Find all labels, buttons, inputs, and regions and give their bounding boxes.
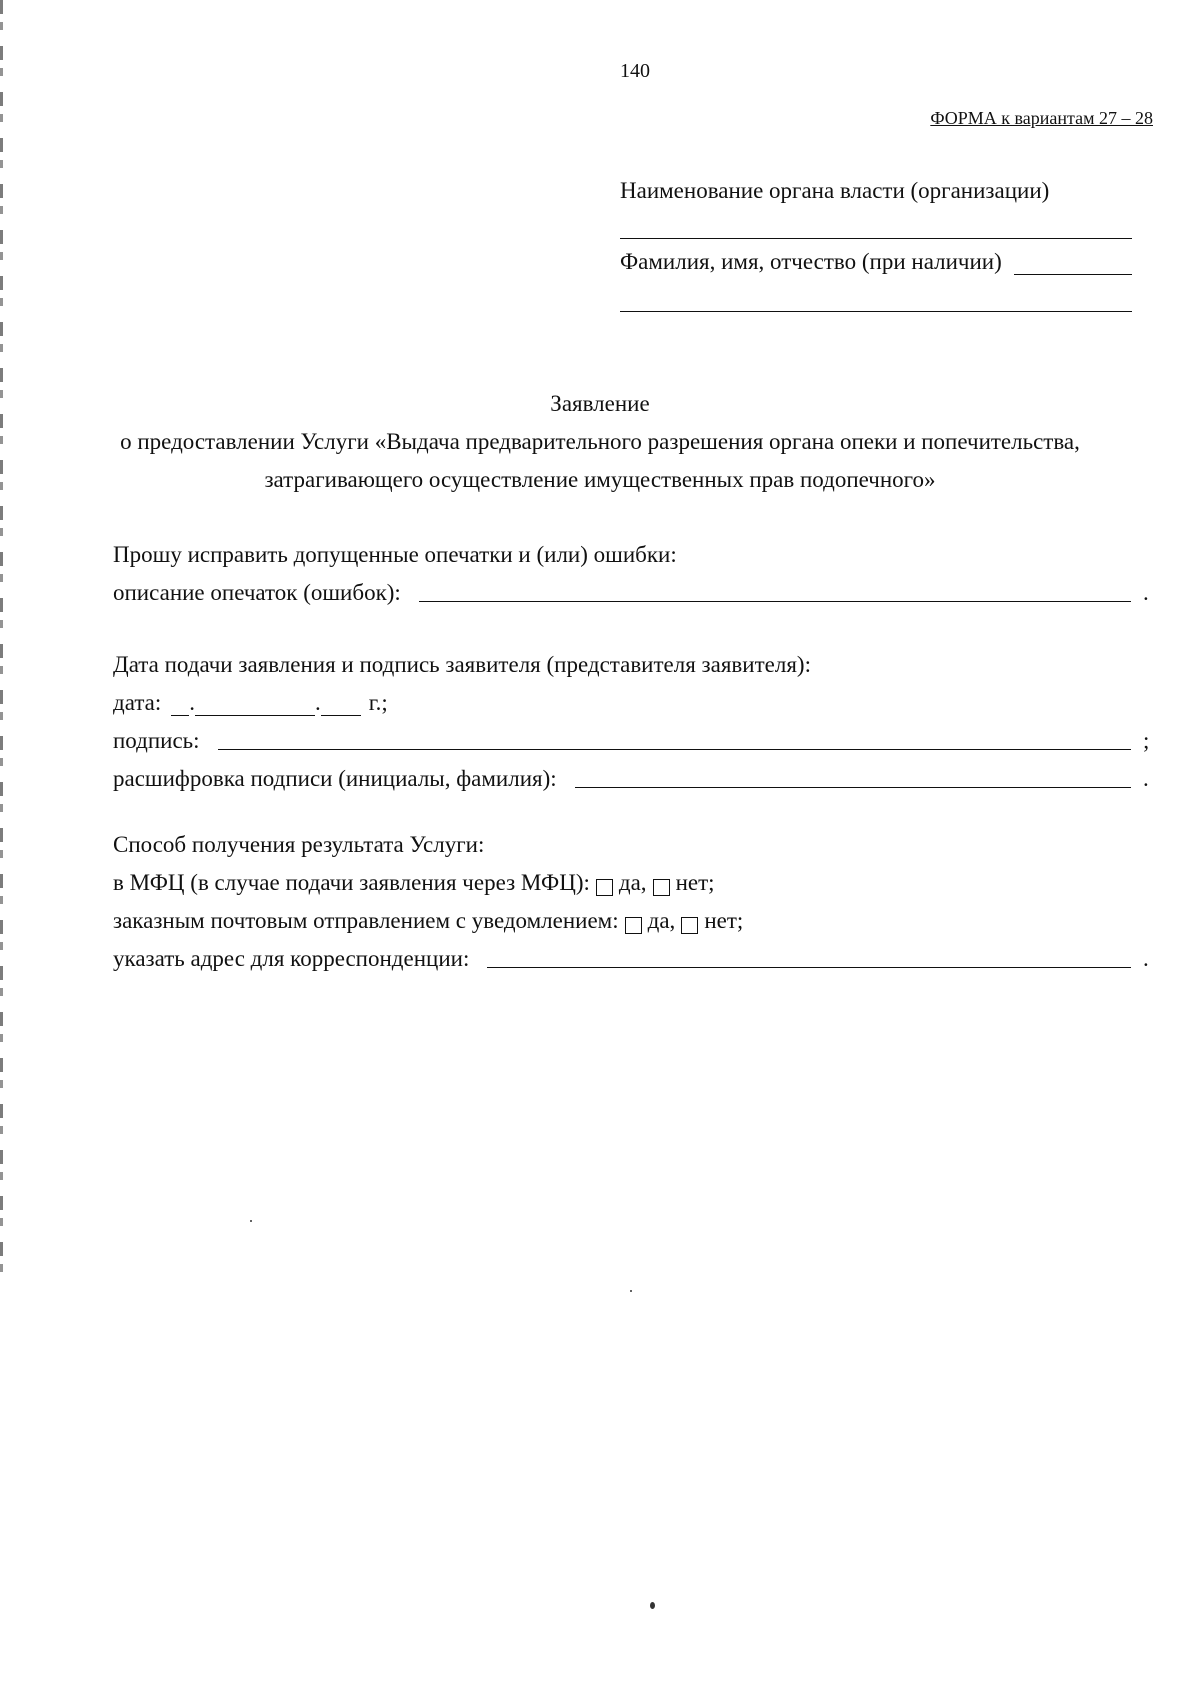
document-heading	[0, 385, 1200, 499]
mfc-no-checkbox[interactable]	[653, 879, 670, 896]
delivery-intro: Способ получения результата Услуги:	[113, 832, 485, 857]
mail-yes-label: да,	[647, 908, 676, 933]
year-suffix: г.;	[368, 690, 388, 715]
corrections-description-row	[113, 568, 1153, 606]
authority-label-row	[620, 164, 1132, 204]
mfc-yes-checkbox[interactable]	[596, 879, 613, 896]
mail-label: заказным почтовым отправлением с уведомлением:	[113, 908, 619, 933]
date-month-field[interactable]	[195, 695, 315, 716]
mfc-label: в МФЦ (в случае подачи заявления через МФЦ):	[113, 870, 590, 895]
date-separator-1: .	[189, 690, 195, 715]
decode-label: расшифровка подписи (инициалы, фамилия):	[113, 766, 557, 791]
mfc-row	[113, 858, 1153, 896]
date-separator-2: .	[315, 690, 321, 715]
mfc-no-label: нет;	[675, 870, 715, 895]
decode-row	[113, 754, 1153, 792]
scan-speck	[630, 1290, 632, 1292]
signature-intro-row	[113, 640, 1153, 678]
decode-field[interactable]	[575, 765, 1131, 788]
mail-no-label: нет;	[704, 908, 744, 933]
mail-row	[113, 896, 1153, 934]
authority-field[interactable]	[620, 238, 1132, 239]
sign-end-mark: ;	[1143, 728, 1150, 753]
scan-speck	[250, 1220, 252, 1222]
corrections-end-mark: .	[1143, 580, 1149, 605]
address-row	[113, 934, 1153, 972]
form-reference: ФОРМА к вариантам 27 – 28	[930, 108, 1153, 128]
sign-field[interactable]	[218, 727, 1131, 750]
page-number: 140	[620, 60, 650, 82]
heading-line-2: затрагивающего осуществление имущественных прав подопечного»	[264, 467, 936, 492]
date-day-field[interactable]	[171, 695, 189, 716]
address-field[interactable]	[487, 945, 1131, 968]
fio-row	[620, 249, 1132, 275]
authority-label: Наименование органа власти (организации)	[620, 178, 1050, 203]
heading-line-1: о предоставлении Услуги «Выдача предварительного разрешения органа опеки и попечительства,	[120, 429, 1080, 454]
delivery-section	[113, 820, 1153, 972]
recipient-block	[620, 164, 1132, 312]
document-title: Заявление	[550, 391, 650, 416]
corrections-request: Прошу исправить допущенные опечатки и (или) ошибки:	[113, 542, 677, 567]
fio-field[interactable]	[1014, 250, 1132, 275]
mail-yes-checkbox[interactable]	[625, 917, 642, 934]
mfc-yes-label: да,	[618, 870, 647, 895]
scan-edge-artifact	[0, 0, 3, 1280]
date-row	[113, 678, 1153, 716]
fio-label: Фамилия, имя, отчество (при наличии)	[620, 249, 1002, 274]
sign-row	[113, 716, 1153, 754]
signature-intro: Дата подачи заявления и подпись заявителя (представителя заявителя):	[113, 652, 811, 677]
scan-speck	[650, 1602, 655, 1609]
address-end-mark: .	[1143, 946, 1149, 971]
delivery-intro-row	[113, 820, 1153, 858]
corrections-description-field[interactable]	[419, 579, 1131, 602]
date-year-field[interactable]	[321, 695, 361, 716]
sign-label: подпись:	[113, 728, 200, 753]
corrections-description-label: описание опечаток (ошибок):	[113, 580, 401, 605]
date-label: дата:	[113, 690, 162, 715]
mail-no-checkbox[interactable]	[681, 917, 698, 934]
decode-end-mark: .	[1143, 766, 1149, 791]
corrections-section	[113, 530, 1153, 606]
corrections-request-row	[113, 530, 1153, 568]
address-label: указать адрес для корреспонденции:	[113, 946, 470, 971]
signature-section	[113, 640, 1153, 792]
fio-field-continued[interactable]	[620, 311, 1132, 312]
